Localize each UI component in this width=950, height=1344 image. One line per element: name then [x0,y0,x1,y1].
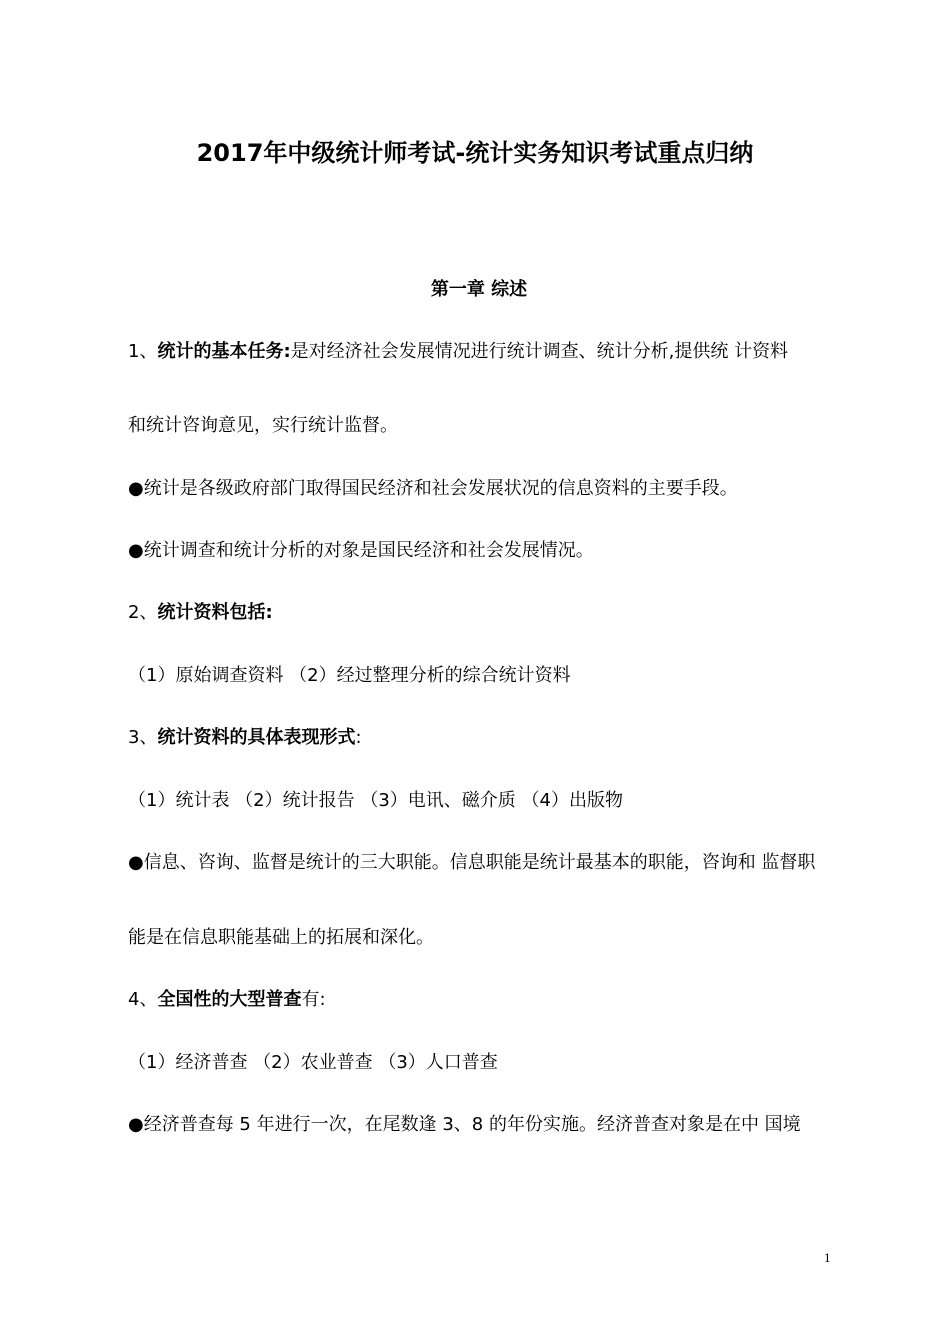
paragraph-text: 有: [301,989,326,1010]
bullet-3-continued: 能是在信息职能基础上的拓展和深化。 [128,927,434,948]
bullet-4: ●经济普查每 5 年进行一次，在尾数逢 3、8 的年份实施。经济普查对象是在中 国境 [128,1114,801,1135]
bullet-2: ●统计调查和统计分析的对象是国民经济和社会发展情况。 [128,540,594,561]
item-number: 2、 [128,602,158,623]
page-number: 1 [824,1250,831,1265]
document-title: 2017年中级统计师考试-统计实务知识考试重点归纳 [196,139,754,167]
chapter-heading: 第一章 综述 [430,279,528,300]
item-number: 4、 [128,989,158,1010]
bold-term: 统计资料包括: [157,602,273,623]
paragraph-2-list: （1）原始调查资料 （2）经过整理分析的综合统计资料 [128,665,571,686]
bullet-1: ●统计是各级政府部门取得国民经济和社会发展状况的信息资料的主要手段。 [128,478,738,499]
paragraph-4 [128,988,326,1012]
paragraph-4-list: （1）经济普查 （2）农业普查 （3）人口普查 [128,1052,498,1073]
paragraph-1-continued: 和统计咨询意见，实行统计监督。 [128,415,398,436]
paragraph-3 [128,726,362,750]
item-number: 3、 [128,727,158,748]
paragraph-2 [128,601,273,625]
bold-term: 全国性的大型普查 [157,989,302,1010]
paragraph-text: 是对经济社会发展情况进行统计调查、统计分析,提供统 计资料 [290,341,789,362]
colon: : [355,727,362,748]
item-number: 1、 [128,341,158,362]
bold-term: 统计资料的具体表现形式 [157,727,356,748]
bold-term: 统计的基本任务: [157,341,291,362]
paragraph-3-list: （1）统计表 （2）统计报告 （3）电讯、磁介质 （4）出版物 [128,790,623,811]
bullet-3: ●信息、咨询、监督是统计的三大职能。信息职能是统计最基本的职能，咨询和 监督职 [128,852,816,873]
paragraph-1 [128,340,788,364]
